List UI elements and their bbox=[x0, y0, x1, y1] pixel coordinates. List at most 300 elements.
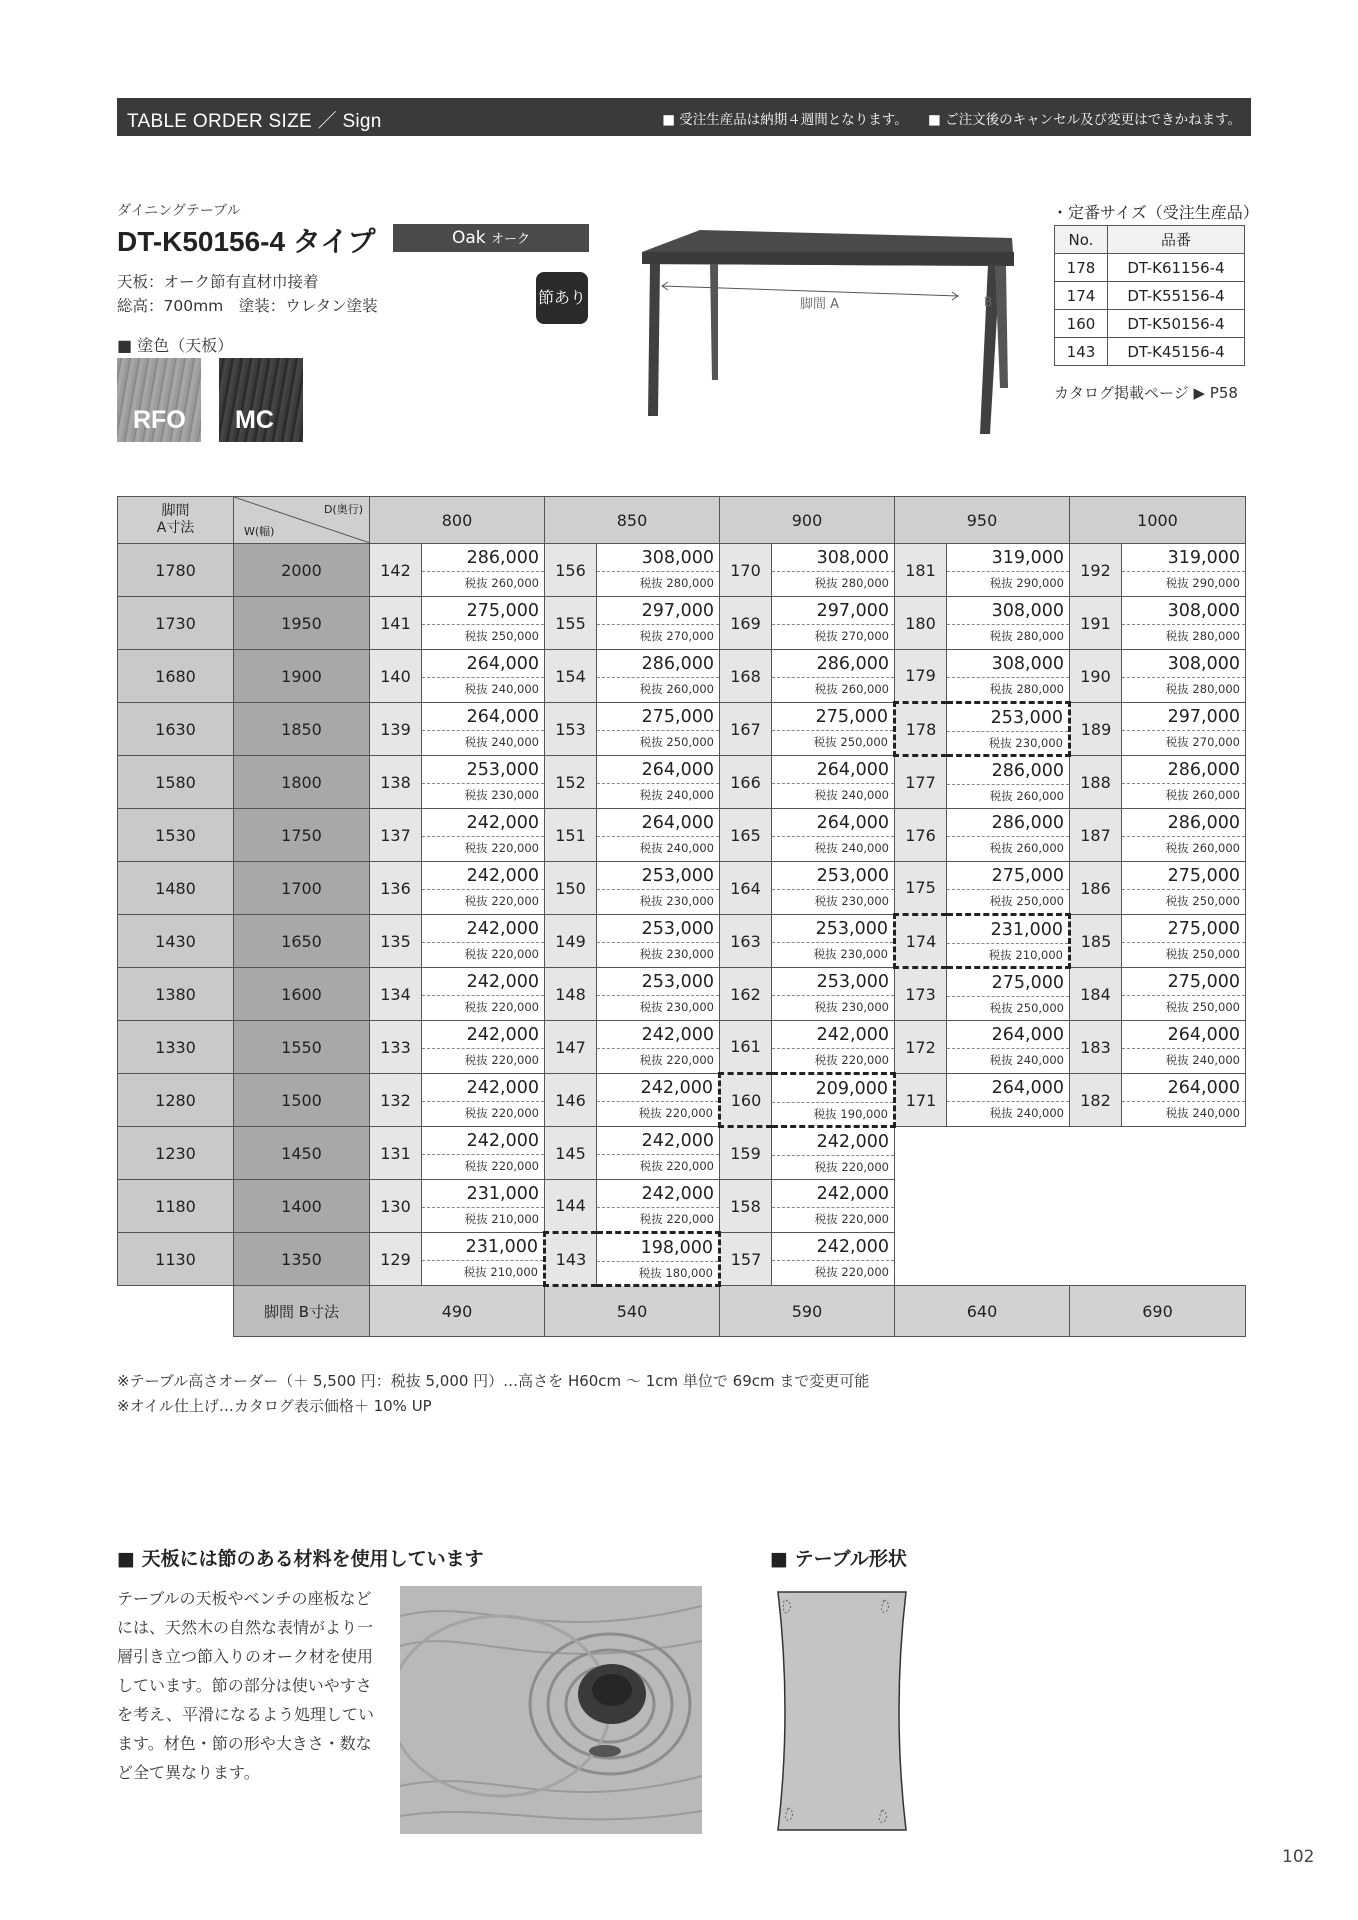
price-cell bbox=[772, 968, 895, 1021]
shape-section-title: ■ テーブル形状 bbox=[770, 1548, 907, 1570]
leg-span-a: 1380 bbox=[118, 968, 234, 1021]
price-cell bbox=[772, 703, 895, 756]
size-number: 186 bbox=[1070, 862, 1122, 915]
price-incl-tax: 242,000 bbox=[422, 915, 544, 943]
depth-header: 950 bbox=[895, 497, 1070, 544]
table-row bbox=[1055, 282, 1245, 310]
empty-area bbox=[895, 1233, 1246, 1286]
size-number: 178 bbox=[895, 703, 947, 756]
price-incl-tax: 253,000 bbox=[772, 862, 894, 890]
price-excl-tax: 税抜 280,000 bbox=[639, 576, 714, 590]
price-incl-tax: 264,000 bbox=[772, 809, 894, 837]
price-cell bbox=[772, 809, 895, 862]
price-excl-tax: 税抜 220,000 bbox=[639, 1053, 714, 1067]
std-code: DT-K55156-4 bbox=[1108, 282, 1245, 310]
table-shape-diagram bbox=[772, 1588, 912, 1834]
price-excl-tax: 税抜 220,000 bbox=[814, 1160, 889, 1174]
corner-dw-label bbox=[234, 497, 370, 544]
depth-header: 900 bbox=[720, 497, 895, 544]
price-excl-tax: 税抜 260,000 bbox=[814, 682, 889, 696]
price-incl-tax: 264,000 bbox=[422, 703, 544, 731]
price-cell bbox=[772, 1127, 895, 1180]
width-w: 1350 bbox=[234, 1233, 370, 1286]
size-number: 161 bbox=[720, 1021, 772, 1074]
size-number: 130 bbox=[370, 1180, 422, 1233]
price-cell bbox=[947, 703, 1070, 756]
price-incl-tax: 297,000 bbox=[597, 597, 719, 625]
size-number: 153 bbox=[545, 703, 597, 756]
price-excl-tax: 税抜 230,000 bbox=[639, 1000, 714, 1014]
width-w: 1950 bbox=[234, 597, 370, 650]
price-incl-tax: 231,000 bbox=[422, 1233, 543, 1261]
std-code: DT-K45156-4 bbox=[1108, 338, 1245, 366]
size-number: 171 bbox=[895, 1074, 947, 1127]
std-code: DT-K50156-4 bbox=[1108, 310, 1245, 338]
price-cell bbox=[947, 968, 1070, 1021]
leg-span-a: 1280 bbox=[118, 1074, 234, 1127]
page-number: 102 bbox=[1282, 1847, 1315, 1867]
price-incl-tax: 242,000 bbox=[772, 1021, 894, 1049]
price-cell bbox=[772, 597, 895, 650]
price-incl-tax: 264,000 bbox=[1122, 1074, 1245, 1102]
size-number: 164 bbox=[720, 862, 772, 915]
price-cell bbox=[422, 968, 545, 1021]
table-row bbox=[1055, 254, 1245, 282]
table-row bbox=[118, 597, 1246, 650]
size-number: 163 bbox=[720, 915, 772, 968]
price-cell bbox=[772, 1233, 895, 1286]
header-title: TABLE ORDER SIZE ／ Sign bbox=[127, 111, 382, 132]
size-number: 189 bbox=[1070, 703, 1122, 756]
width-w: 1800 bbox=[234, 756, 370, 809]
width-w: 1700 bbox=[234, 862, 370, 915]
price-excl-tax: 税抜 220,000 bbox=[814, 1053, 889, 1067]
size-number: 181 bbox=[895, 544, 947, 597]
price-incl-tax: 264,000 bbox=[597, 809, 719, 837]
size-number: 133 bbox=[370, 1021, 422, 1074]
price-cell bbox=[597, 1180, 720, 1233]
price-cell bbox=[597, 809, 720, 862]
label-leg-span-a: 脚間 A bbox=[800, 297, 840, 312]
price-excl-tax: 税抜 210,000 bbox=[463, 1265, 538, 1279]
size-number: 156 bbox=[545, 544, 597, 597]
size-number: 183 bbox=[1070, 1021, 1122, 1074]
size-number: 145 bbox=[545, 1127, 597, 1180]
price-excl-tax: 税抜 250,000 bbox=[1165, 947, 1240, 961]
price-excl-tax: 税抜 260,000 bbox=[1165, 841, 1240, 855]
price-incl-tax: 253,000 bbox=[422, 756, 544, 784]
price-incl-tax: 319,000 bbox=[947, 544, 1069, 572]
price-incl-tax: 308,000 bbox=[772, 544, 894, 572]
price-cell bbox=[1122, 650, 1246, 703]
size-number: 192 bbox=[1070, 544, 1122, 597]
price-excl-tax: 税抜 250,000 bbox=[1165, 1000, 1240, 1014]
price-excl-tax: 税抜 280,000 bbox=[989, 629, 1064, 643]
price-cell bbox=[597, 597, 720, 650]
price-incl-tax: 308,000 bbox=[1122, 597, 1245, 625]
price-excl-tax: 税抜 240,000 bbox=[989, 1106, 1064, 1120]
price-excl-tax: 税抜 220,000 bbox=[464, 841, 539, 855]
price-incl-tax: 286,000 bbox=[947, 757, 1069, 785]
price-incl-tax: 319,000 bbox=[1122, 544, 1245, 572]
knots-section-title: ■ 天板には節のある材料を使用しています bbox=[117, 1548, 484, 1570]
price-incl-tax: 264,000 bbox=[772, 756, 894, 784]
price-cell bbox=[1122, 1021, 1246, 1074]
price-excl-tax: 税抜 230,000 bbox=[639, 947, 714, 961]
table-row bbox=[118, 915, 1246, 968]
empty-area bbox=[895, 1127, 1246, 1180]
price-incl-tax: 275,000 bbox=[1122, 862, 1245, 890]
price-excl-tax: 税抜 270,000 bbox=[639, 629, 714, 643]
paint-color-label: ■ 塗色（天板） bbox=[117, 336, 234, 355]
header-note-cancel: ■ ご注文後のキャンセル及び変更はできかねます。 bbox=[928, 112, 1241, 128]
price-excl-tax: 税抜 230,000 bbox=[639, 894, 714, 908]
price-incl-tax: 286,000 bbox=[772, 650, 894, 678]
price-cell bbox=[772, 650, 895, 703]
price-excl-tax: 税抜 240,000 bbox=[464, 735, 539, 749]
price-cell bbox=[1122, 597, 1246, 650]
price-cell bbox=[772, 544, 895, 597]
size-number: 151 bbox=[545, 809, 597, 862]
swatch-mc: MC bbox=[219, 358, 303, 442]
price-excl-tax: 税抜 220,000 bbox=[639, 1212, 714, 1226]
price-excl-tax: 税抜 230,000 bbox=[814, 894, 889, 908]
price-excl-tax: 税抜 220,000 bbox=[639, 1159, 714, 1173]
wood-en: Oak bbox=[451, 228, 486, 248]
leg-span-a: 1230 bbox=[118, 1127, 234, 1180]
standard-sizes-table bbox=[1054, 225, 1245, 366]
price-incl-tax: 308,000 bbox=[1122, 650, 1245, 678]
size-number: 169 bbox=[720, 597, 772, 650]
table-row bbox=[118, 544, 1246, 597]
price-cell bbox=[597, 1127, 720, 1180]
price-incl-tax: 231,000 bbox=[422, 1180, 544, 1208]
price-excl-tax: 税抜 280,000 bbox=[814, 576, 889, 590]
price-excl-tax: 税抜 180,000 bbox=[638, 1266, 713, 1280]
size-number: 170 bbox=[720, 544, 772, 597]
price-cell bbox=[947, 650, 1070, 703]
size-number: 139 bbox=[370, 703, 422, 756]
price-cell bbox=[1122, 1074, 1246, 1127]
product-model: DT-K50156-4 タイプ bbox=[117, 226, 376, 257]
depth-header: 1000 bbox=[1070, 497, 1246, 544]
price-incl-tax: 264,000 bbox=[597, 756, 719, 784]
leg-span-a: 1780 bbox=[118, 544, 234, 597]
price-cell bbox=[772, 1021, 895, 1074]
price-incl-tax: 242,000 bbox=[597, 1180, 719, 1208]
price-cell bbox=[422, 1021, 545, 1074]
price-cell bbox=[1122, 809, 1246, 862]
price-cell bbox=[1122, 968, 1246, 1021]
price-excl-tax: 税抜 220,000 bbox=[638, 1106, 713, 1120]
size-number: 162 bbox=[720, 968, 772, 1021]
price-cell bbox=[422, 597, 545, 650]
note-height-order: ※テーブル高さオーダー（＋ 5,500 円：税抜 5,000 円）…高さを H60cm ～ 1cm 単位で 69cm まで変更可能 bbox=[117, 1372, 870, 1390]
price-incl-tax: 286,000 bbox=[597, 650, 719, 678]
b-dim: 540 bbox=[545, 1286, 720, 1337]
col-no: No. bbox=[1055, 226, 1108, 254]
size-number: 131 bbox=[370, 1127, 422, 1180]
price-excl-tax: 税抜 230,000 bbox=[464, 788, 539, 802]
table-row bbox=[1055, 338, 1245, 366]
oak-knot-photo bbox=[400, 1586, 702, 1834]
size-number: 187 bbox=[1070, 809, 1122, 862]
width-w: 1450 bbox=[234, 1127, 370, 1180]
spec-height-finish: 総高：700mm 塗装：ウレタン塗装 bbox=[117, 297, 378, 315]
price-incl-tax: 297,000 bbox=[1122, 703, 1245, 731]
price-cell bbox=[597, 915, 720, 968]
size-number: 143 bbox=[545, 1233, 597, 1286]
price-incl-tax: 275,000 bbox=[772, 703, 893, 731]
price-excl-tax: 税抜 220,000 bbox=[814, 1265, 889, 1279]
width-w: 1850 bbox=[234, 703, 370, 756]
header-note-delivery: ■ 受注生産品は納期４週間となります。 bbox=[662, 112, 908, 128]
price-excl-tax: 税抜 240,000 bbox=[989, 1053, 1064, 1067]
price-incl-tax: 231,000 bbox=[947, 916, 1068, 944]
table-row bbox=[118, 968, 1246, 1021]
price-excl-tax: 税抜 220,000 bbox=[464, 1000, 539, 1014]
size-number: 140 bbox=[370, 650, 422, 703]
price-incl-tax: 242,000 bbox=[597, 1074, 718, 1102]
price-incl-tax: 308,000 bbox=[947, 650, 1069, 678]
price-excl-tax: 税抜 260,000 bbox=[639, 682, 714, 696]
size-number: 136 bbox=[370, 862, 422, 915]
size-number: 154 bbox=[545, 650, 597, 703]
leg-span-a: 1680 bbox=[118, 650, 234, 703]
price-incl-tax: 308,000 bbox=[597, 544, 719, 572]
size-number: 191 bbox=[1070, 597, 1122, 650]
price-cell bbox=[772, 862, 895, 915]
table-row bbox=[118, 862, 1246, 915]
price-cell bbox=[422, 1233, 545, 1286]
width-w: 1550 bbox=[234, 1021, 370, 1074]
size-number: 173 bbox=[895, 968, 947, 1021]
price-cell bbox=[1122, 756, 1246, 809]
price-excl-tax: 税抜 210,000 bbox=[988, 948, 1063, 962]
price-excl-tax: 税抜 240,000 bbox=[814, 841, 889, 855]
price-excl-tax: 税抜 260,000 bbox=[989, 789, 1064, 803]
price-cell bbox=[422, 703, 545, 756]
note-oil-finish: ※オイル仕上げ…カタログ表示価格＋ 10% UP bbox=[117, 1397, 432, 1415]
price-excl-tax: 税抜 220,000 bbox=[464, 947, 539, 961]
price-incl-tax: 286,000 bbox=[947, 809, 1069, 837]
price-cell bbox=[422, 1180, 545, 1233]
header-bar bbox=[117, 98, 1251, 136]
size-number: 159 bbox=[720, 1127, 772, 1180]
size-number: 147 bbox=[545, 1021, 597, 1074]
price-incl-tax: 242,000 bbox=[597, 1127, 719, 1155]
table-row bbox=[118, 703, 1246, 756]
price-excl-tax: 税抜 290,000 bbox=[989, 576, 1064, 590]
price-excl-tax: 税抜 240,000 bbox=[814, 788, 889, 802]
footer-spacer bbox=[118, 1286, 234, 1337]
table-row bbox=[118, 1021, 1246, 1074]
width-w: 1900 bbox=[234, 650, 370, 703]
size-number: 177 bbox=[895, 756, 947, 809]
leg-span-a: 1180 bbox=[118, 1180, 234, 1233]
swatch-rfo: RFO bbox=[117, 358, 201, 442]
leg-span-a: 1580 bbox=[118, 756, 234, 809]
price-cell bbox=[422, 1127, 545, 1180]
standard-sizes-title: ・定番サイズ（受注生産品） bbox=[1052, 203, 1259, 222]
size-number: 148 bbox=[545, 968, 597, 1021]
knot-badge: 節あり bbox=[536, 272, 588, 324]
price-cell bbox=[597, 544, 720, 597]
size-number: 129 bbox=[370, 1233, 422, 1286]
price-incl-tax: 275,000 bbox=[597, 703, 719, 731]
price-incl-tax: 264,000 bbox=[422, 650, 544, 678]
table-row bbox=[118, 1127, 1246, 1180]
size-number: 152 bbox=[545, 756, 597, 809]
size-number: 168 bbox=[720, 650, 772, 703]
table-row bbox=[118, 809, 1246, 862]
size-number: 188 bbox=[1070, 756, 1122, 809]
price-incl-tax: 275,000 bbox=[947, 969, 1069, 997]
price-excl-tax: 税抜 190,000 bbox=[813, 1107, 888, 1121]
price-incl-tax: 242,000 bbox=[422, 968, 544, 996]
price-cell bbox=[597, 968, 720, 1021]
price-excl-tax: 税抜 250,000 bbox=[989, 894, 1064, 908]
price-cell bbox=[772, 1180, 895, 1233]
knots-section-body: テーブルの天板やベンチの座板などには、天然木の自然な表情がより一層引き立つ節入りのオーク材を使用しています。節の部分は使いやすさを考え、平滑になるよう処理しています。材色・節の形や大きさ・数など全て異なります。 bbox=[117, 1589, 374, 1782]
price-incl-tax: 264,000 bbox=[1122, 1021, 1245, 1049]
table-row bbox=[118, 650, 1246, 703]
price-cell bbox=[1122, 544, 1246, 597]
width-w: 1400 bbox=[234, 1180, 370, 1233]
price-cell bbox=[1122, 915, 1246, 968]
size-number: 175 bbox=[895, 862, 947, 915]
price-cell bbox=[947, 1074, 1070, 1127]
price-excl-tax: 税抜 250,000 bbox=[639, 735, 714, 749]
price-cell bbox=[422, 544, 545, 597]
price-incl-tax: 242,000 bbox=[422, 1074, 544, 1102]
price-incl-tax: 253,000 bbox=[597, 862, 719, 890]
price-incl-tax: 275,000 bbox=[947, 862, 1069, 890]
price-excl-tax: 税抜 240,000 bbox=[1165, 1053, 1240, 1067]
size-number: 150 bbox=[545, 862, 597, 915]
size-number: 137 bbox=[370, 809, 422, 862]
leg-span-a: 1480 bbox=[118, 862, 234, 915]
price-excl-tax: 税抜 250,000 bbox=[989, 1001, 1064, 1015]
price-cell bbox=[597, 650, 720, 703]
price-cell bbox=[422, 650, 545, 703]
depth-header: 800 bbox=[370, 497, 545, 544]
std-code: DT-K61156-4 bbox=[1108, 254, 1245, 282]
size-number: 190 bbox=[1070, 650, 1122, 703]
price-excl-tax: 税抜 220,000 bbox=[464, 894, 539, 908]
price-excl-tax: 税抜 230,000 bbox=[988, 736, 1063, 750]
price-incl-tax: 242,000 bbox=[772, 1128, 894, 1156]
price-incl-tax: 253,000 bbox=[772, 915, 893, 943]
price-excl-tax: 税抜 220,000 bbox=[464, 1053, 539, 1067]
price-incl-tax: 242,000 bbox=[422, 1021, 544, 1049]
table-row bbox=[118, 756, 1246, 809]
leg-span-a: 1330 bbox=[118, 1021, 234, 1074]
price-incl-tax: 286,000 bbox=[1122, 756, 1245, 784]
spec-top: 天板：オーク節有直材巾接着 bbox=[117, 273, 319, 291]
b-dim: 690 bbox=[1070, 1286, 1246, 1337]
price-excl-tax: 税抜 270,000 bbox=[814, 629, 889, 643]
footer-b-label: 脚間 B寸法 bbox=[234, 1286, 370, 1337]
leg-span-a: 1630 bbox=[118, 703, 234, 756]
price-incl-tax: 198,000 bbox=[597, 1234, 718, 1262]
price-cell bbox=[597, 1233, 720, 1286]
leg-span-a: 1430 bbox=[118, 915, 234, 968]
corner-a-label: 脚間 A寸法 bbox=[118, 497, 234, 544]
price-cell bbox=[947, 915, 1070, 968]
price-excl-tax: 税抜 240,000 bbox=[639, 841, 714, 855]
price-incl-tax: 253,000 bbox=[772, 968, 894, 996]
price-cell bbox=[1122, 862, 1246, 915]
price-excl-tax: 税抜 240,000 bbox=[464, 682, 539, 696]
price-excl-tax: 税抜 260,000 bbox=[1165, 788, 1240, 802]
price-excl-tax: 税抜 240,000 bbox=[639, 788, 714, 802]
std-no: 143 bbox=[1055, 338, 1108, 366]
price-incl-tax: 286,000 bbox=[422, 544, 544, 572]
width-w: 1650 bbox=[234, 915, 370, 968]
size-number: 134 bbox=[370, 968, 422, 1021]
price-incl-tax: 275,000 bbox=[1122, 915, 1245, 943]
price-incl-tax: 242,000 bbox=[772, 1233, 894, 1261]
price-cell bbox=[947, 544, 1070, 597]
price-cell bbox=[422, 756, 545, 809]
price-incl-tax: 275,000 bbox=[1122, 968, 1245, 996]
price-cell bbox=[947, 756, 1070, 809]
price-cell bbox=[947, 597, 1070, 650]
leg-span-a: 1130 bbox=[118, 1233, 234, 1286]
price-excl-tax: 税抜 250,000 bbox=[464, 629, 539, 643]
leg-span-a: 1530 bbox=[118, 809, 234, 862]
price-incl-tax: 297,000 bbox=[772, 597, 894, 625]
price-excl-tax: 税抜 290,000 bbox=[1165, 576, 1240, 590]
b-dim: 490 bbox=[370, 1286, 545, 1337]
price-excl-tax: 税抜 220,000 bbox=[814, 1212, 889, 1226]
price-cell bbox=[422, 862, 545, 915]
corner-d: D(奥行) bbox=[323, 503, 363, 516]
price-cell bbox=[597, 703, 720, 756]
size-number: 165 bbox=[720, 809, 772, 862]
std-no: 174 bbox=[1055, 282, 1108, 310]
size-number: 182 bbox=[1070, 1074, 1122, 1127]
size-number: 172 bbox=[895, 1021, 947, 1074]
size-number: 184 bbox=[1070, 968, 1122, 1021]
price-cell bbox=[947, 809, 1070, 862]
price-cell bbox=[597, 1074, 720, 1127]
size-number: 135 bbox=[370, 915, 422, 968]
table-row bbox=[118, 1074, 1246, 1127]
price-incl-tax: 253,000 bbox=[947, 704, 1068, 732]
price-excl-tax: 税抜 250,000 bbox=[1165, 894, 1240, 908]
price-incl-tax: 242,000 bbox=[772, 1180, 894, 1208]
price-excl-tax: 税抜 280,000 bbox=[1165, 682, 1240, 696]
price-incl-tax: 253,000 bbox=[597, 968, 719, 996]
size-number: 180 bbox=[895, 597, 947, 650]
price-cell bbox=[947, 1021, 1070, 1074]
price-excl-tax: 税抜 280,000 bbox=[1165, 629, 1240, 643]
price-incl-tax: 264,000 bbox=[947, 1074, 1069, 1102]
price-cell bbox=[1122, 703, 1246, 756]
size-number: 142 bbox=[370, 544, 422, 597]
product-category: ダイニングテーブル bbox=[117, 203, 241, 219]
table-illustration bbox=[640, 228, 1020, 446]
price-cell bbox=[772, 915, 895, 968]
price-excl-tax: 税抜 240,000 bbox=[1165, 1106, 1240, 1120]
price-excl-tax: 税抜 210,000 bbox=[464, 1212, 539, 1226]
size-number: 185 bbox=[1070, 915, 1122, 968]
leg-span-a: 1730 bbox=[118, 597, 234, 650]
size-number: 132 bbox=[370, 1074, 422, 1127]
width-w: 1600 bbox=[234, 968, 370, 1021]
